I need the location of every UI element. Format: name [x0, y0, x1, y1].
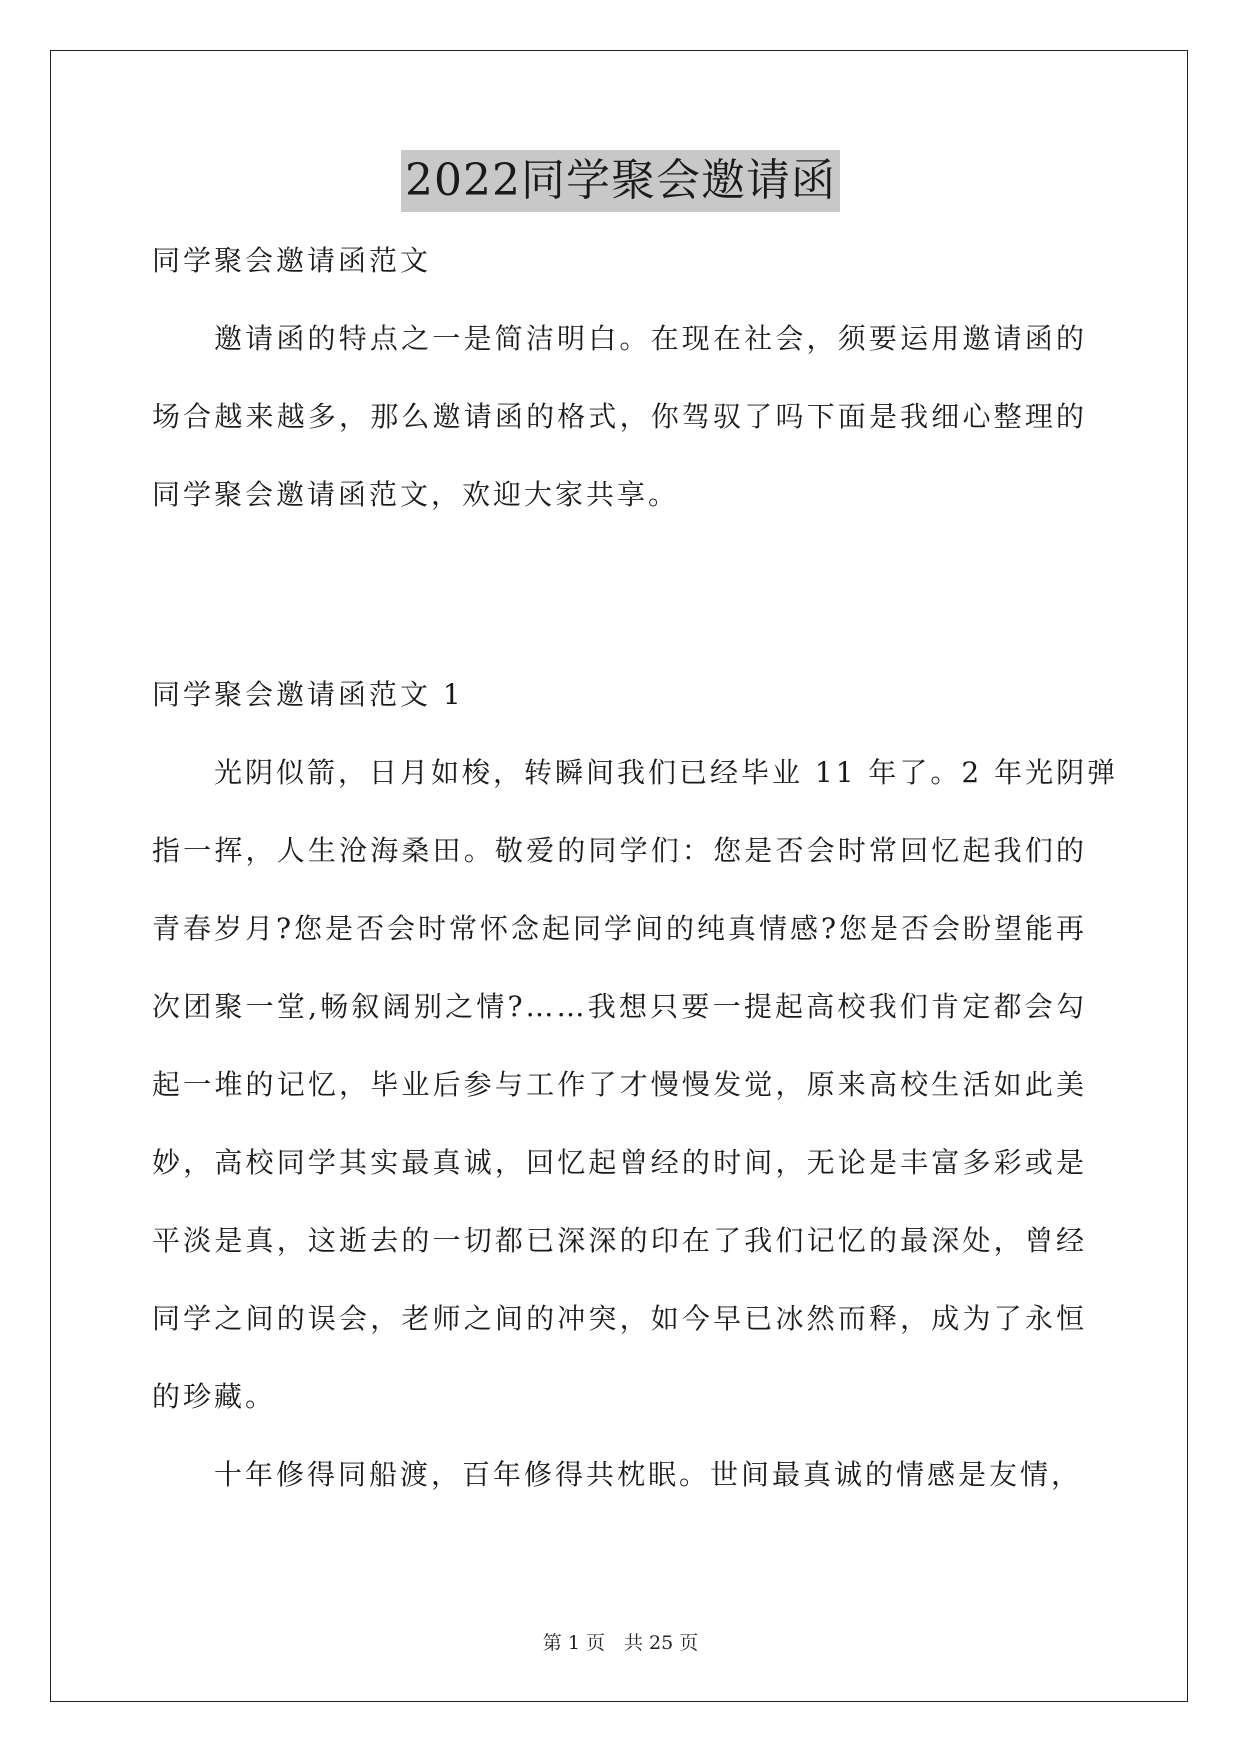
paragraph-2: [152, 1436, 1087, 1514]
paragraph-line: 十年修得同船渡，百年修得共枕眠。世间最真诚的情感是友情，: [214, 1458, 1083, 1491]
paragraph-line: 同学之间的误会，老师之间的冲突，如今早已冰然而释，成为了永恒: [152, 1302, 1087, 1335]
page-footer: 第 1 页 共 25 页: [542, 1632, 699, 1654]
intro-paragraph: [152, 300, 1087, 534]
paragraph-line: 场合越来越多，那么邀请函的格式，你驾驭了吗下面是我细心整理的: [152, 400, 1087, 433]
paragraph-line: 同学聚会邀请函范文，欢迎大家共享。: [152, 478, 680, 511]
title-wrap: [0, 150, 1241, 212]
section-heading-1-wrap: [152, 222, 1087, 300]
paragraph-line: 平淡是真，这逝去的一切都已深深的印在了我们记忆的最深处，曾经: [152, 1224, 1087, 1257]
paragraph-line: 起一堆的记忆，毕业后参与工作了才慢慢发觉，原来高校生活如此美: [152, 1068, 1087, 1101]
paragraph-line: 邀请函的特点之一是简洁明白。在现在社会，须要运用邀请函的: [214, 322, 1087, 355]
paragraph-line: 次团聚一堂,畅叙阔别之情?……我想只要一提起高校我们肯定都会勾: [152, 990, 1087, 1023]
section-heading-1: 同学聚会邀请函范文: [152, 244, 432, 277]
section-heading-2-wrap: [152, 656, 1087, 734]
paragraph-line: 妙，高校同学其实最真诚，回忆起曾经的时间，无论是丰富多彩或是: [152, 1146, 1087, 1179]
paragraph-line: 的珍藏。: [152, 1380, 277, 1413]
section-heading-2: 同学聚会邀请函范文 1: [152, 678, 464, 711]
paragraph-line: 指一挥，人生沧海桑田。敬爱的同学们：您是否会时常回忆起我们的: [152, 834, 1087, 867]
paragraph-line: 青春岁月?您是否会时常怀念起同学间的纯真情感?您是否会盼望能再: [152, 912, 1088, 945]
paragraph-1: [152, 734, 1119, 1436]
document-title: 2022同学聚会邀请函: [401, 150, 840, 212]
paragraph-line: 光阴似箭，日月如梭，转瞬间我们已经毕业 11 年了。2 年光阴弹: [214, 756, 1119, 789]
